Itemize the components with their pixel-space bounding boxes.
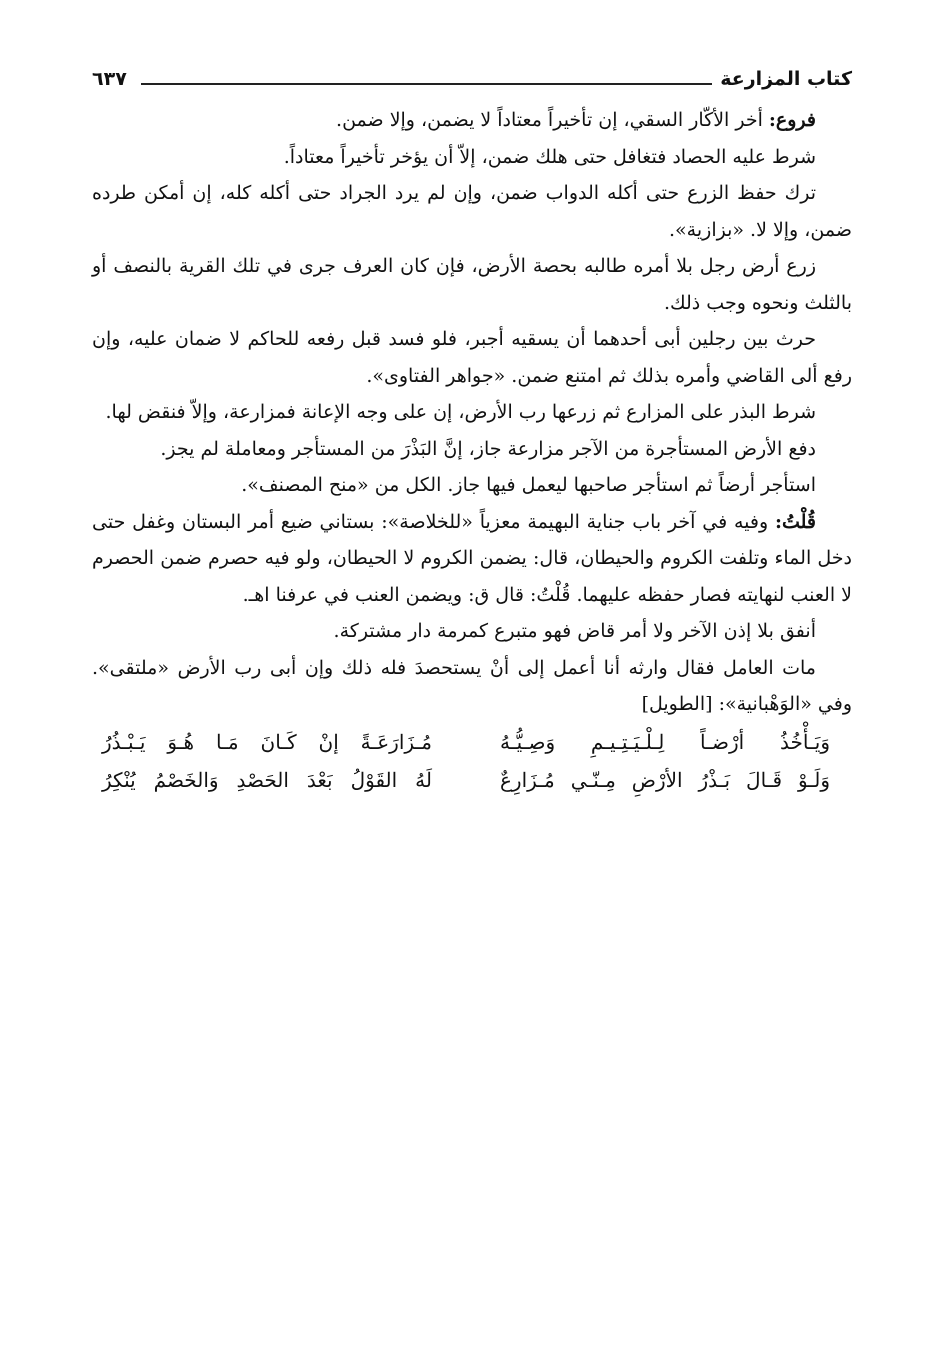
running-title: كتاب المزارعة: [720, 68, 852, 90]
page-number: ٦٣٧: [92, 68, 127, 90]
poem-verse: [92, 761, 852, 799]
paragraph-unauthorized-planting: [92, 248, 852, 321]
paragraph-text: شرط عليه الحصاد فتغافل حتى هلك ضمن، إلاّ أن يؤخر تأخيراً معتاداً.: [283, 145, 816, 168]
paragraph-lead: فروع:: [768, 109, 816, 131]
paragraph-crop-guard: [92, 175, 852, 248]
paragraph-text: أنفق بلا إذن الآخر ولا أمر قاض فهو متبرع كمرمة دار مشتركة.: [333, 620, 816, 642]
paragraph-shared-tillage: [92, 321, 852, 394]
paragraph-text: زرع أرض رجل بلا أمره طالبه بحصة الأرض، فإن كان العرف جرى في تلك القرية بالنصف أو بالثلث ونحوه وجب ذلك.: [92, 255, 852, 314]
paragraph-leased-land: [92, 431, 852, 468]
paragraph-qultu: [92, 504, 852, 614]
paragraph-text: دفع الأرض المستأجرة من الآجر مزارعة جاز، إنَّ البَذْرَ من المستأجر ومعاملة لم يجز.: [160, 437, 816, 460]
poem-first-hemistich: وَيَـأْخُذُ أرْضـاً لِـلْـيَـتِـيـمِ وَصِـيُّـهُ: [500, 729, 830, 754]
paragraph-worker-death: [92, 650, 852, 723]
poem-second-hemistich: مُـزَارَعَـةً إنْ كَـانَ مَـا هُـوَ يَـبْـذُرُ: [102, 729, 432, 754]
paragraph-harvest: [92, 139, 852, 176]
poem-first-hemistich: وَلَـوْ قَـالَ بَـذْرُ الأرْضِ مِـنّـي مُـزَارِعٌ: [500, 767, 830, 792]
paragraph-text: أخر الأكّار السقي، إن تأخيراً معتاداً لا يضمن، وإلا ضمن.: [336, 109, 769, 131]
paragraph-seed-condition: [92, 394, 852, 431]
page-body: [92, 102, 852, 799]
paragraph-text: حرث بين رجلين أبى أحدهما أن يسقيه أجبر، فلو فسد قبل رفعه للحاكم لا ضمان عليه، وإن رفع ألى القاضي وأمره بذلك ثم امتنع ضمن. «جواهر الفتاوى».: [92, 328, 852, 387]
paragraph-furu: [92, 102, 852, 139]
header-rule: [141, 83, 712, 85]
page-header: [92, 58, 852, 92]
paragraph-text: استأجر أرضاً ثم استأجر صاحبها ليعمل فيها جاز. الكل من «منح المصنف».: [241, 474, 816, 496]
paragraph-lead: قُلْتُ:: [774, 510, 816, 533]
poem-second-hemistich: لَهُ القَوْلُ بَعْدَ الحَصْدِ وَالخَصْمُ يُنْكِرُ: [102, 767, 432, 792]
paragraph-text: شرط البذر على المزارع ثم زرعها رب الأرض، إن على وجه الإعانة فمزارعة، وإلاّ فنقض لها.: [105, 401, 816, 423]
poem-verse: [92, 723, 852, 761]
poem: [92, 723, 852, 799]
paragraph-text: وفيه في آخر باب جناية البهيمة معزياً «للخلاصة»: بستاني ضيع أمر البستان وغفل حتى دخل الماء وتلفت الكروم والحيطان، قال: يضمن الكروم لا الحيطان، ولو فيه حصرم ضمن الحصرم لا العنب لنهايته فصار حفظه عليهما. قُلْتُ: قال ق: ويضمن العنب في عرفنا اهـ.: [92, 510, 852, 606]
paragraph-hire-owner: [92, 467, 852, 504]
book-page: [92, 58, 852, 799]
paragraph-text: مات العامل فقال وارثه أنا أعمل إلى أنْ يستحصدَ فله ذلك وإن أبى رب الأرض «ملتقى». وفي «الوَهْبانية»: [الطويل]: [92, 656, 852, 715]
paragraph-spending: [92, 613, 852, 650]
paragraph-text: ترك حفظ الزرع حتى أكله الدواب ضمن، وإن لم يرد الجراد حتى أكله كله، إن أمكن طرده ضمن، وإلا لا. «بزازية».: [92, 182, 852, 241]
